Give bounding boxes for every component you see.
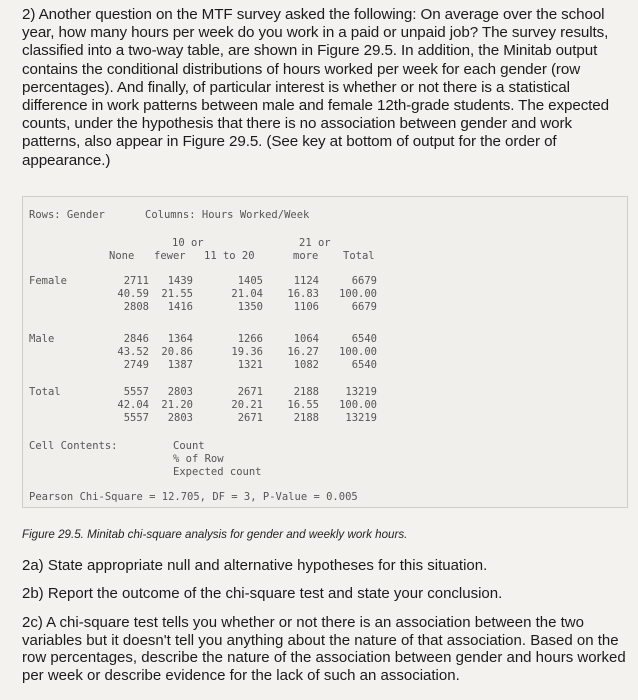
- male-21-count: 1064: [293, 333, 319, 345]
- total-11-expected: 2671: [237, 412, 263, 424]
- male-none-expected: 2749: [123, 359, 149, 371]
- male-21-pct: 16.27: [287, 346, 319, 358]
- header-fewer: fewer: [154, 250, 186, 262]
- total-21-pct: 16.55: [287, 399, 319, 411]
- row-label-total: Total: [29, 386, 61, 398]
- figure-caption: Figure 29.5. Minitab chi-square analysis for gender and weekly work hours.: [22, 528, 408, 541]
- total-11-count: 2671: [237, 386, 263, 398]
- header-none: None: [109, 250, 135, 262]
- total-11-pct: 20.21: [231, 399, 263, 411]
- total-total-expected: 13219: [345, 412, 377, 424]
- male-none-count: 2846: [123, 333, 149, 345]
- rows-label: Rows: Gender: [29, 209, 105, 221]
- header-10-or: 10 or: [172, 237, 204, 249]
- total-none-pct: 42.04: [117, 399, 149, 411]
- pearson-chi-square: Pearson Chi-Square = 12.705, DF = 3, P-Value = 0.005: [29, 491, 358, 503]
- male-10-expected: 1387: [167, 359, 193, 371]
- total-21-expected: 2188: [293, 412, 319, 424]
- male-total-count: 6540: [351, 333, 377, 345]
- total-10-count: 2803: [167, 386, 193, 398]
- total-21-count: 2188: [293, 386, 319, 398]
- header-more: more: [293, 250, 319, 262]
- male-total-expected: 6540: [351, 359, 377, 371]
- total-none-expected: 5557: [123, 412, 149, 424]
- male-total-pct: 100.00: [339, 346, 377, 358]
- female-none-pct: 40.59: [117, 288, 149, 300]
- total-10-expected: 2803: [167, 412, 193, 424]
- male-10-count: 1364: [167, 333, 193, 345]
- cell-contents-pct-row: % of Row: [173, 453, 224, 465]
- question-2-text: 2) Another question on the MTF survey asked the following: On average over the school year, how many hours per week do you work in a paid or unpaid job? The survey results, classified into a two-way table, are shown in Figure 29.5. In addition, the Minitab output contains the conditional distributions of hours worked per week for each gender (row percentages). And finally, of particular interest is whether or not there is a statistical difference in work patterns between male and female 12th-grade students. The expected counts, under the hypothesis that there is no association between gender and work patterns, also appear in Figure 29.5. (See key at bottom of output for the order of appearance.): [22, 6, 609, 169]
- cell-contents-label: Cell Contents:: [29, 440, 118, 452]
- columns-label: Columns: Hours Worked/Week: [145, 209, 310, 221]
- header-11-to-20: 11 to 20: [204, 250, 255, 262]
- female-10-count: 1439: [167, 275, 193, 287]
- female-total-expected: 6679: [351, 301, 377, 313]
- male-10-pct: 20.86: [161, 346, 193, 358]
- male-11-pct: 19.36: [231, 346, 263, 358]
- header-total: Total: [343, 250, 375, 262]
- female-21-pct: 16.83: [287, 288, 319, 300]
- female-11-expected: 1350: [237, 301, 263, 313]
- header-21-or: 21 or: [299, 237, 331, 249]
- female-21-count: 1124: [293, 275, 319, 287]
- male-21-expected: 1082: [293, 359, 319, 371]
- male-none-pct: 43.52: [117, 346, 149, 358]
- total-none-count: 5557: [123, 386, 149, 398]
- question-2a: 2a) State appropriate null and alternative hypotheses for this situation.: [22, 557, 488, 574]
- female-10-expected: 1416: [167, 301, 193, 313]
- row-label-female: Female: [29, 275, 67, 287]
- cell-contents-expected: Expected count: [173, 466, 262, 478]
- total-total-count: 13219: [345, 386, 377, 398]
- female-21-expected: 1106: [293, 301, 319, 313]
- male-11-count: 1266: [237, 333, 263, 345]
- female-none-expected: 2808: [123, 301, 149, 313]
- female-total-pct: 100.00: [339, 288, 377, 300]
- minitab-output: [22, 196, 628, 508]
- question-2c: 2c) A chi-square test tells you whether or not there is an association between the two variables but it doesn't tell you anything about the nature of that association. Based on the row percentages, describe the nature of the association between gender and hours worked per week or describe evidence for the lack of such an association.: [22, 614, 626, 684]
- cell-contents-count: Count: [173, 440, 205, 452]
- question-2b: 2b) Report the outcome of the chi-square test and state your conclusion.: [22, 585, 503, 602]
- row-label-male: Male: [29, 333, 55, 345]
- total-total-pct: 100.00: [339, 399, 377, 411]
- female-total-count: 6679: [351, 275, 377, 287]
- female-11-pct: 21.04: [231, 288, 263, 300]
- female-11-count: 1405: [237, 275, 263, 287]
- female-10-pct: 21.55: [161, 288, 193, 300]
- female-none-count: 2711: [123, 275, 149, 287]
- total-10-pct: 21.20: [161, 399, 193, 411]
- male-11-expected: 1321: [237, 359, 263, 371]
